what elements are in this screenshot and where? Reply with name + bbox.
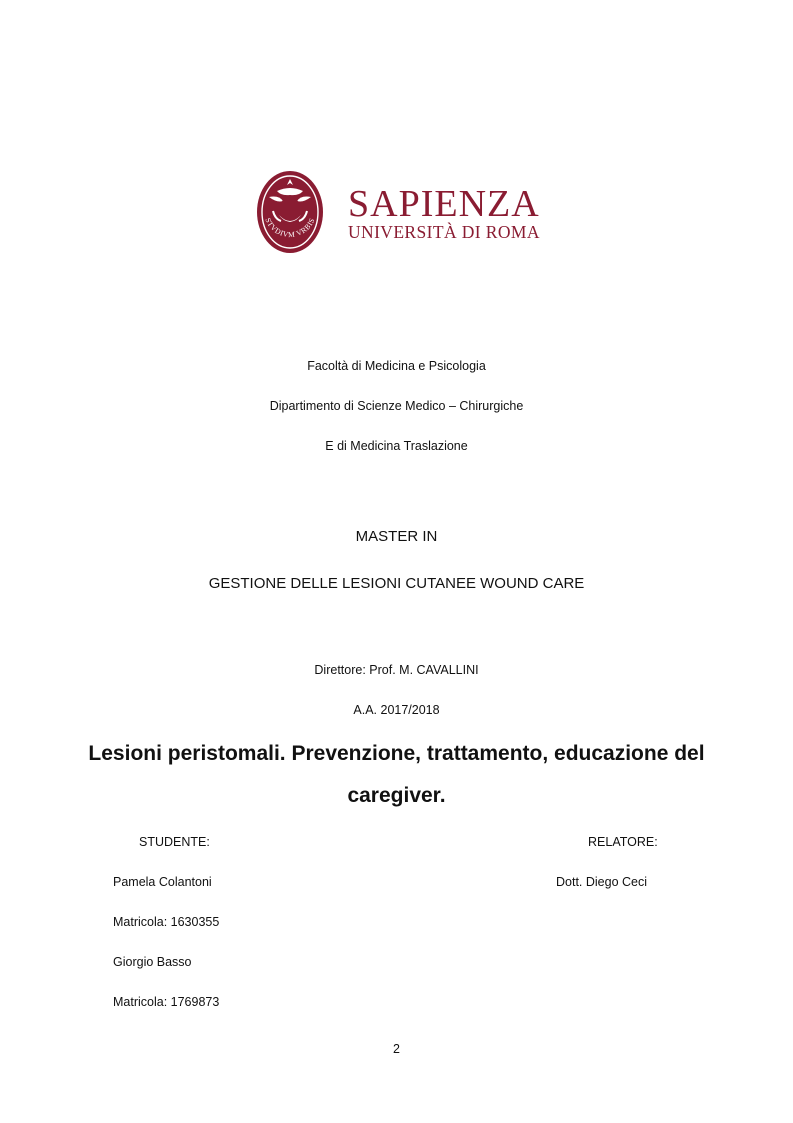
student-1-name: Pamela Colantoni [113, 875, 212, 889]
university-seal [255, 169, 325, 255]
thesis-title-line-1: Lesioni peristomali. Prevenzione, trattamento, educazione del [88, 742, 705, 765]
thesis-title-line-2: caregiver. [347, 784, 446, 807]
university-name: SAPIENZA [348, 183, 540, 225]
supervisor-heading: RELATORE: [588, 835, 658, 849]
faculty-line-3: E di Medicina Traslazione [325, 439, 468, 453]
supervisor-name: Dott. Diego Ceci [556, 875, 648, 889]
university-logo [255, 169, 540, 257]
seal-text: STVDIVM VRBIS [263, 216, 317, 240]
faculty-line-2: Dipartimento di Scienze Medico – Chirurgiche [269, 399, 524, 413]
student-1-id: Matricola: 1630355 [113, 915, 220, 929]
academic-year: A.A. 2017/2018 [353, 703, 440, 717]
students-heading: STUDENTE: [139, 835, 210, 849]
master-line-1: MASTER IN [355, 528, 438, 545]
master-line-2: GESTIONE DELLE LESIONI CUTANEE WOUND CARE [208, 575, 585, 592]
student-2-id: Matricola: 1769873 [113, 995, 220, 1009]
director: Direttore: Prof. M. CAVALLINI [314, 663, 479, 677]
university-subtitle: UNIVERSITÀ DI ROMA [348, 222, 540, 242]
student-2-name: Giorgio Basso [113, 955, 192, 969]
faculty-line-1: Facoltà di Medicina e Psicologia [307, 359, 486, 373]
page-number: 2 [393, 1042, 400, 1056]
